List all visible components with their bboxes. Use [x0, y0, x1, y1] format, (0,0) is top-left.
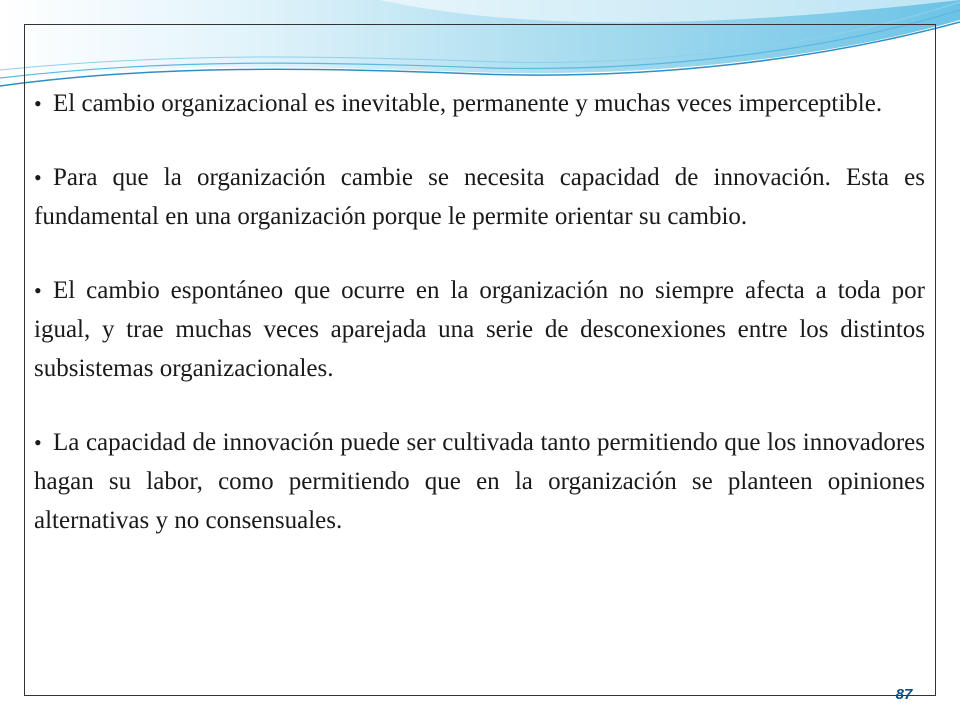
bullet-text: La capacidad de innovación puede ser cultivada tanto permitiendo que los innovadores hagan su labor, como permitiendo que en la organización se planteen opiniones alternativas y no consensuales. — [34, 429, 925, 534]
page-number: 87 — [895, 686, 913, 703]
bullet-text: El cambio organizacional es inevitable, permanente y muchas veces imperceptible. — [53, 90, 883, 117]
bullet-icon: • — [34, 91, 42, 116]
bullet-icon: • — [34, 278, 42, 303]
bullet-text: El cambio espontáneo que ocurre en la organización no siempre afecta a toda por igual, y trae muchas veces aparejada una serie de desconexiones entre los distintos subsistemas organizacionales. — [34, 277, 925, 382]
bullet-paragraph — [34, 271, 925, 388]
bullet-paragraph — [34, 84, 925, 123]
bullet-text: Para que la organización cambie se necesita capacidad de innovación. Esta es fundamental en una organización porque le permite orientar su cambio. — [34, 164, 925, 230]
bullet-icon: • — [34, 430, 42, 455]
bullet-paragraph — [34, 158, 925, 236]
bullet-list — [34, 84, 925, 540]
bullet-paragraph — [34, 423, 925, 540]
bullet-icon: • — [34, 165, 42, 190]
